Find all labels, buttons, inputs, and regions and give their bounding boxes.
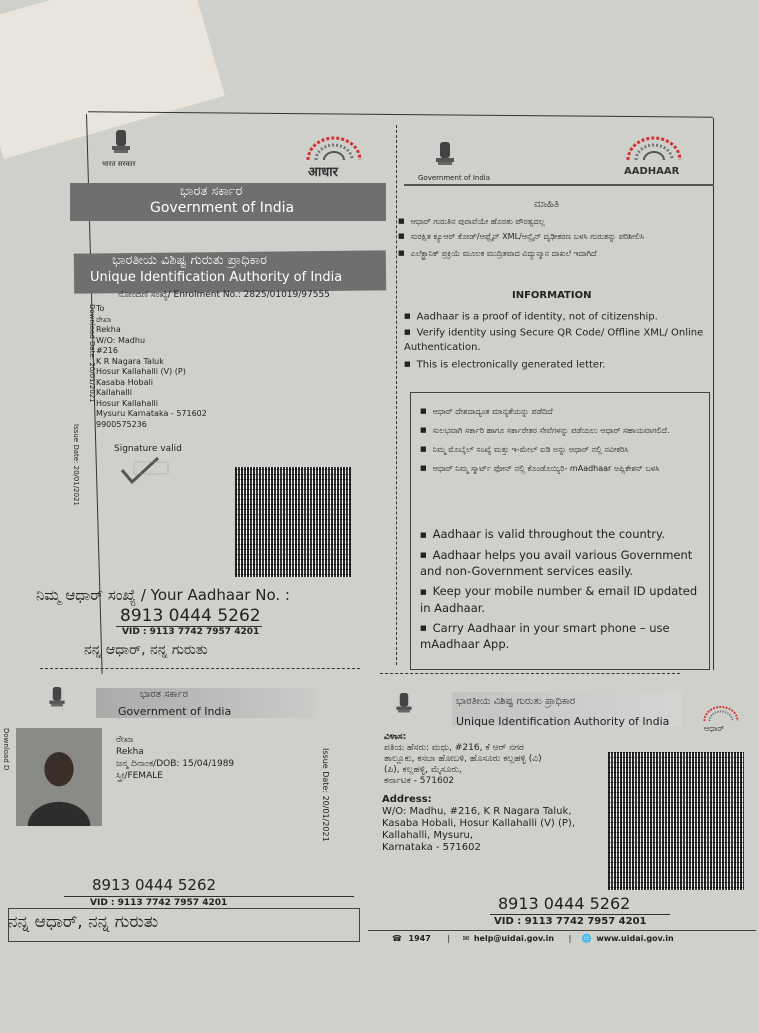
- box-point: ■ Keep your mobile number & email ID updated in Aadhaar.: [420, 583, 704, 616]
- gov-english: Government of India: [150, 200, 295, 216]
- vid-number: VID : 9113 7742 7957 4201: [494, 916, 647, 927]
- frame-right: [713, 118, 714, 670]
- date-of-birth: ಜನ್ಮ ದಿನಾಂಕ/DOB: 15/04/1989: [116, 759, 235, 769]
- phone-number: 1947: [408, 934, 431, 943]
- emblem-of-india: [432, 140, 458, 174]
- mail-icon: ✉: [462, 934, 470, 943]
- info-point: ■ ಎಲೆಕ್ಟ್ರಾನಿಕ್ ಪ್ರಕ್ರಿಯೆ ಮೂಲಕ ಮುದ್ರಿತವಾದ ವಿದ್ಯುನ್ಮಾನ ದಾಖಲೆ ಇದಾಗಿದೆ: [398, 248, 698, 259]
- info-point: ■ ಆಧಾರ್ ಗುರುತಿನ ಪುರಾವೆಯೇ ಹೊರತು ಪೌರತ್ವದಲ್ಲ: [398, 216, 698, 227]
- address-line: Kallahalli: [96, 388, 132, 397]
- email-link[interactable]: help@uidai.gov.in: [473, 934, 555, 943]
- photo: [16, 728, 102, 826]
- phone-icon: ☎: [392, 934, 402, 943]
- frame-top: [88, 111, 713, 117]
- box-point: ■ Aadhaar helps you avail various Government and non-Government services easily.: [420, 547, 704, 580]
- emblem-caption: भारत सरकार: [102, 160, 136, 168]
- address-line: Karnataka - 571602: [382, 842, 481, 853]
- download-date-vertical: Download D: [2, 728, 10, 771]
- box-english-list: [420, 526, 704, 652]
- address-line: Rekha: [96, 325, 121, 334]
- box-point: ■ ಆಧಾರ್ ದೇಶದಾದ್ಯಂತ ಮಾನ್ಯತೆಯನ್ನು ಪಡೆದಿದೆ: [420, 406, 702, 417]
- separator: |: [447, 934, 451, 943]
- address-line: ಕರ್ನಾಟಕ - 571602: [384, 776, 455, 786]
- name-kannada: ರೇಖಾ: [116, 735, 134, 745]
- address-label: ವಿಳಾಸ:: [384, 732, 407, 742]
- aadhaar-logo: [618, 134, 690, 168]
- divider: [490, 914, 670, 915]
- address-line: Kasaba Hobali: [96, 377, 153, 387]
- vid-number: VID : 9113 7742 7957 4201: [90, 898, 228, 908]
- address-label: Address:: [382, 794, 432, 805]
- info-point: ■ Verify identity using Secure QR Code/ Offline XML/ Online Authentication.: [404, 325, 716, 356]
- aadhaar-number: 8913 0444 5262: [498, 894, 631, 913]
- cut-line-left: [40, 668, 360, 669]
- aadhaar-logo-text: आधार: [308, 165, 338, 180]
- info-point: ■ Aadhaar is a proof of identity, not of citizenship.: [404, 309, 716, 325]
- kannada-info-list: [398, 216, 698, 259]
- address-line: K R Nagara Taluk: [96, 356, 164, 366]
- box-point: ■ ನಿಮ್ಮ ಮೊಬೈಲ್ ಸಂಖ್ಯೆ ಮತ್ತು ಇ-ಮೇಲ್ ಐಡಿ ಅನ್ನು ಆಧಾರ್ ನಲ್ಲಿ ನವೀಕರಿಸಿ: [420, 444, 702, 455]
- tagline: ನನ್ನ ಆಧಾರ್, ನನ್ನ ಗುರುತು: [8, 912, 159, 932]
- information-title: INFORMATION: [512, 290, 592, 301]
- gender: ಸ್ತ್ರೀ/FEMALE: [116, 771, 163, 781]
- aadhaar-number: 8913 0444 5262: [120, 606, 261, 626]
- address-line: Kallahalli, Mysuru,: [382, 830, 474, 841]
- emblem-of-india: [393, 690, 415, 722]
- divider: [368, 930, 756, 931]
- info-point: ■ ಸುರಕ್ಷಿತ ಕ್ಯೂಆರ್ ಕೋಡ್/ಆಫ್ಲೈನ್ XML/ಆನ್ಲೈನ್ ದೃಢೀಕರಣ ಬಳಸಿ ಗುರುತನ್ನು ಪರಿಶೀಲಿಸಿ: [398, 231, 698, 242]
- address-line: W/O: Madhu, #216, K R Nagara Taluk,: [382, 806, 572, 817]
- gov-kannada: ಭಾರತ ಸರ್ಕಾರ: [140, 689, 188, 700]
- address-line: (ಪಿ), ಕಲ್ಲಹಳ್ಳಿ, ಮೈಸೂರು,: [384, 765, 462, 775]
- download-date-vertical: Download Date: 20/01/2021: [88, 304, 96, 403]
- recipient-address: [96, 304, 207, 430]
- box-point: ■ ಸುಲಭವಾಗಿ ಸರ್ಕಾರಿ ಹಾಗೂ ಸರ್ಕಾರೇತರ ಸೇವೆಗಳನ್ನು ಪಡೆಯಲು ಆಧಾರ್ ಸಹಾಯವಾಗಲಿದೆ.: [420, 425, 702, 436]
- footer: [392, 934, 674, 943]
- address-line: Hosur Kallahalli: [96, 398, 158, 408]
- aadhaar-logo-text: AADHAAR: [624, 166, 680, 177]
- box-point: ■ Aadhaar is valid throughout the country.: [420, 526, 704, 543]
- website-link[interactable]: www.uidai.gov.in: [596, 934, 674, 943]
- address-line: ಪತಿಯ ಹೆಸರು: ಮಧು, #216, ಕೆ ಆರ್ ನಗರ: [384, 743, 524, 753]
- address-line: #216: [96, 346, 118, 355]
- mahiti-title: ಮಾಹಿತಿ: [534, 199, 560, 210]
- gov-kannada: ಭಾರತ ಸರ್ಕಾರ: [180, 184, 243, 199]
- address-line: Kasaba Hobali, Hosur Kallahalli (V) (P),: [382, 818, 576, 829]
- divider: [64, 896, 354, 897]
- address-line: W/O: Madhu: [96, 335, 146, 345]
- address-english: [382, 794, 575, 854]
- emblem-caption: Government of India: [418, 174, 491, 182]
- issue-date-vertical: Issue Date: 20/01/2021: [321, 748, 330, 842]
- box-kannada-list: [420, 406, 702, 474]
- separator: |: [568, 934, 572, 943]
- qr-code: [608, 752, 744, 890]
- aadhaar-number: 8913 0444 5262: [92, 876, 217, 894]
- emblem-of-india: [108, 128, 134, 162]
- aadhaar-logo-text: ಆಧಾರ್: [704, 724, 725, 733]
- card-holder-details: [116, 734, 234, 782]
- fold-line-vertical: [396, 125, 397, 665]
- address-line: ತಾಲ್ಲೂಕು, ಕಸಬಾ ಹೋಬಳಿ, ಹೊಸೂರು ಕಲ್ಲಹಳ್ಳಿ (ವಿ): [384, 754, 542, 764]
- qr-code: [235, 467, 351, 577]
- english-info-list: [404, 309, 716, 373]
- globe-icon: 🌐: [581, 934, 592, 943]
- vid-number: VID : 9113 7742 7957 4201: [122, 627, 260, 637]
- address-line: Mysuru Karnataka - 571602: [96, 409, 207, 418]
- uidai-english: Unique Identification Authority of India: [90, 270, 343, 285]
- address-line: ರೇಖಾ: [96, 314, 112, 324]
- address-line: To: [96, 304, 105, 313]
- uidai-kannada: ಭಾರತೀಯ ವಿಶಿಷ್ಟ ಗುರುತು ಪ್ರಾಧಿಕಾರ: [456, 696, 576, 707]
- box-point: ■ Carry Aadhaar in your smart phone – use mAadhaar App.: [420, 620, 704, 653]
- emblem-of-india: [46, 684, 68, 716]
- signature-check-icon: [118, 456, 170, 490]
- your-aadhaar-label: ನಿಮ್ಮ ಆಧಾರ್ ಸಂಖ್ಯೆ / Your Aadhaar No. :: [36, 586, 290, 604]
- enrolment-number: ನೋಂದಣಿ ಸಂಖ್ಯೆ/ Enrolment No.: 2825/01019/97555: [118, 290, 330, 300]
- address-line: 9900575236: [96, 419, 147, 429]
- uidai-kannada: ಭಾರತೀಯ ವಿಶಿಷ್ಟ ಗುರುತು ಪ್ರಾಧಿಕಾರ: [112, 253, 267, 268]
- box-point: ■ ಆಧಾರ್ ನಿಮ್ಮ ಸ್ಮಾರ್ಟ್ ಫೋನ್ ನಲ್ಲಿ ಕೊಂಡೊಯ್ಯಿರಿ- mAadhaar ಅಪ್ಲಿಕೇಶನ್ ಬಳಸಿ: [420, 463, 702, 474]
- cut-line-right: [380, 673, 680, 674]
- uidai-english: Unique Identification Authority of India: [456, 715, 670, 728]
- address-kannada: [384, 732, 542, 787]
- signature-valid: Signature valid: [114, 444, 182, 454]
- info-point: ■ This is electronically generated letter.: [404, 357, 716, 373]
- name-english: Rekha: [116, 747, 144, 757]
- divider: [404, 184, 714, 186]
- gov-english: Government of India: [118, 705, 232, 718]
- address-line: Hosur Kallahalli (V) (P): [96, 367, 186, 376]
- issue-date-vertical: Issue Date: 20/01/2021: [72, 424, 80, 506]
- tagline: ನನ್ನ ಆಧಾರ್, ನನ್ನ ಗುರುತು: [84, 642, 208, 658]
